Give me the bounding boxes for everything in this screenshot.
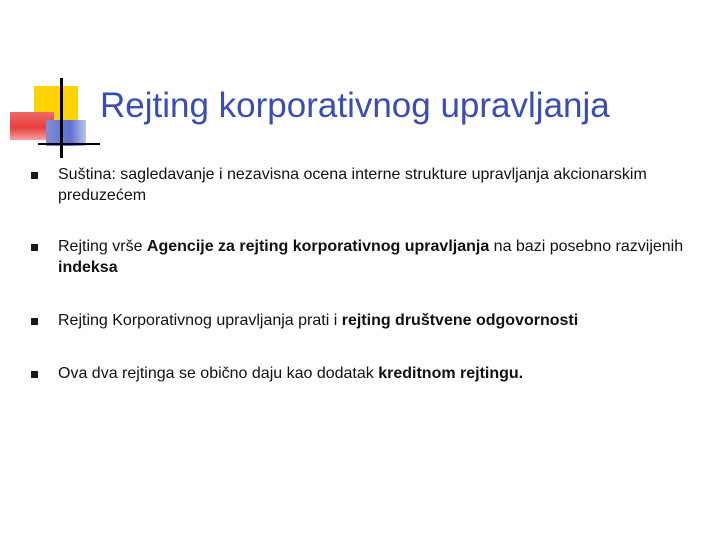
bullet-emphasis-text: indeksa: [58, 259, 118, 276]
bullet-emphasis-text: rejting društvene odgovornosti: [341, 312, 579, 329]
square-bullet-icon: [31, 371, 38, 378]
bullet-plain-text: na bazi posebno razvijenih: [489, 238, 684, 255]
bullet-text: [58, 310, 688, 331]
bullet-text: [58, 363, 688, 384]
bullet-plain-text: Ova dva rejtinga se obično daju kao dodatak: [58, 365, 379, 382]
bullet-plain-text: Rejting Korporativnog upravljanja prati i: [58, 312, 342, 329]
bullet-emphasis-text: Agencije za rejting korporativnog upravljanja: [146, 238, 490, 255]
bullet-text: [58, 164, 688, 206]
bullet-plain-text: Rejting vrše: [58, 238, 147, 255]
vertical-line-shape: [60, 78, 63, 158]
square-bullet-icon: [31, 172, 38, 179]
square-bullet-icon: [31, 244, 38, 251]
bullet-text: [58, 236, 688, 278]
slide-title: Rejting korporativnog upravljanja: [100, 86, 610, 125]
square-bullet-icon: [31, 318, 38, 325]
horizontal-line-shape: [38, 143, 100, 145]
bullet-emphasis-text: kreditnom rejtingu.: [378, 365, 524, 382]
slide-logo-decoration: [0, 0, 100, 160]
bullet-plain-text: Suština: sagledavanje i nezavisna ocena interne strukture upravljanja akcionarskim preduzećem: [58, 166, 647, 204]
